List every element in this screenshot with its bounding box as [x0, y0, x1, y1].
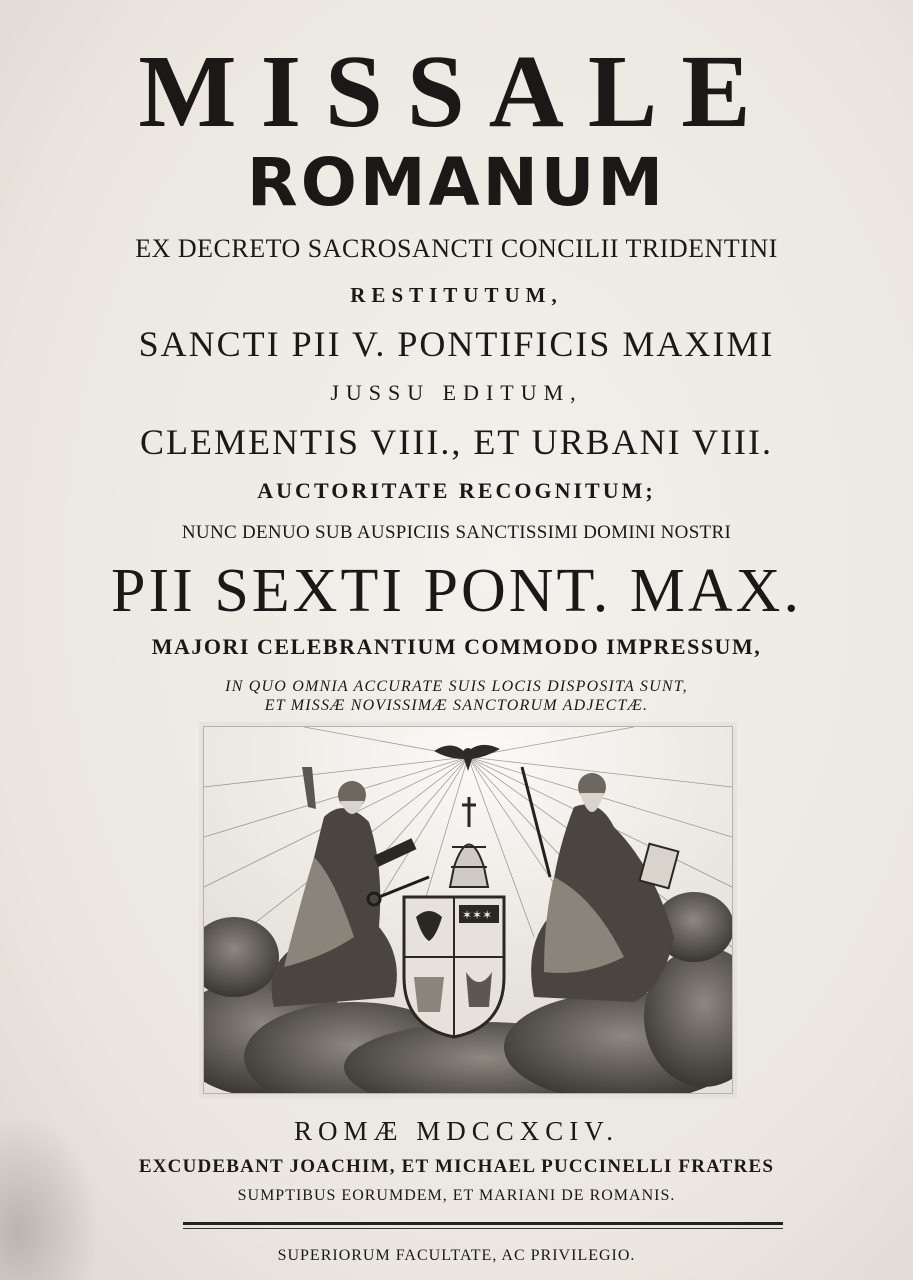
imprint-printers: EXCUDEBANT JOACHIM, ET MICHAEL PUCCINELLI FRATRES [138, 1156, 775, 1177]
title-romanum: ROMANUM [246, 144, 667, 221]
line-clement-urban: CLEMENTIS VIII., ET URBANI VIII. [140, 422, 773, 462]
coat-of-arms-icon [404, 897, 504, 1037]
line-majori: MAJORI CELEBRANTIUM COMMODO IMPRESSUM, [151, 634, 762, 659]
engraving-illustration [204, 727, 732, 1093]
svg-text:✶✶✶: ✶✶✶ [462, 908, 493, 922]
page-stain [0, 1120, 95, 1280]
line-in-quo: IN QUO OMNIA ACCURATE SUIS LOCIS DISPOSITA SUNT, [225, 678, 688, 695]
line-et-missae: ET MISSÆ NOVISSIMÆ SANCTORUM ADJECTÆ. [264, 697, 649, 714]
imprint-expense: SUMPTIBUS EORUMDEM, ET MARIANI DE ROMANIS. [237, 1187, 676, 1204]
line-pius-v: SANCTI PII V. PONTIFICIS MAXIMI [138, 324, 775, 364]
engraving-saints-peter-paul [203, 726, 733, 1094]
line-restitutum: RESTITUTUM, [350, 283, 563, 307]
imprint-place-year: ROMÆ MDCCXCIV. [293, 1116, 620, 1146]
double-rule-thick [183, 1222, 783, 1225]
line-decree: EX DECRETO SACROSANCTI CONCILII TRIDENTINI [135, 234, 778, 263]
title-missale: MISSALE [138, 34, 775, 149]
line-pius-vi: PII SEXTI PONT. MAX. [111, 557, 802, 625]
line-nunc-denuo: NUNC DENUO SUB AUSPICIIS SANCTISSIMI DOMINI NOSTRI [181, 522, 732, 543]
imprint-privilege: SUPERIORUM FACULTATE, AC PRIVILEGIO. [277, 1247, 636, 1264]
double-rule-thin [183, 1228, 783, 1229]
line-jussu: JUSSU EDITUM, [330, 380, 583, 405]
line-auctoritate: AUCTORITATE RECOGNITUM; [257, 478, 656, 503]
